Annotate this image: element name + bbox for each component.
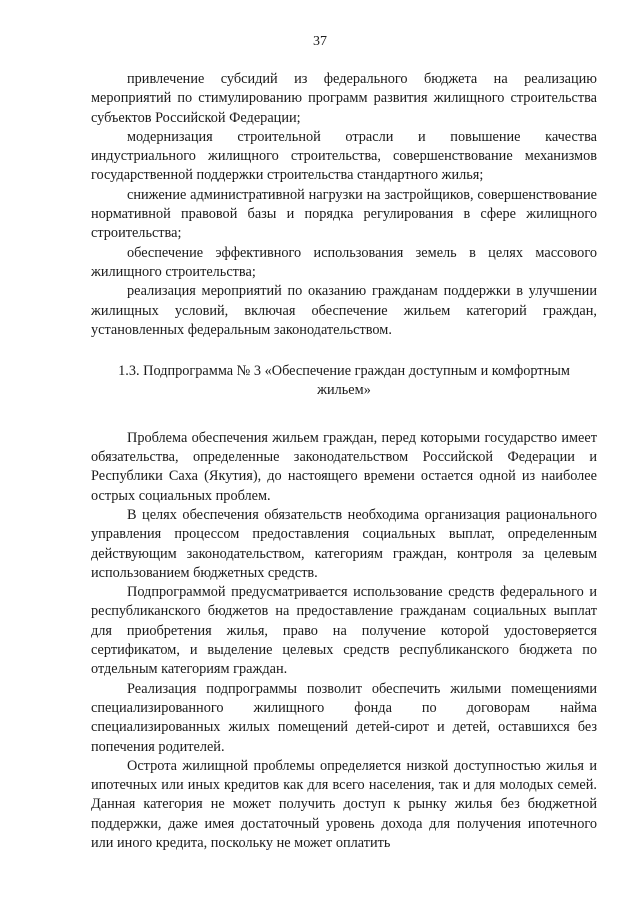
list-item: снижение административной нагрузки на застройщиков, совершенствование нормативной правовой базы и порядка регулирования в сфере жилищного строительства; bbox=[91, 186, 597, 242]
paragraph: В целях обеспечения обязательств необходима организация рационального управления процессом предоставления социальных выплат, определенным действующим законодательством, категориям граждан, контроля за целевым использованием бюджетных средств. bbox=[91, 506, 597, 581]
list-item: привлечение субсидий из федерального бюджета на реализацию мероприятий по стимулированию программ развития жилищного строительства субъектов Российской Федерации; bbox=[91, 71, 597, 126]
paragraph: Реализация подпрограммы позволит обеспечить жилыми помещениями специализированного жилищного фонда по договорам найма специализированных жилых помещений детей-сирот и детей, оставшихся без попечения родителей. bbox=[91, 680, 597, 755]
page-number: 37 bbox=[313, 34, 327, 49]
list-item: модернизация строительной отрасли и повышение качества индустриального жилищного строительства, совершенствование механизмов государственной поддержки строительства стандартного жилья; bbox=[91, 128, 597, 184]
paragraph: Проблема обеспечения жильем граждан, перед которыми государство имеет обязательства, определенные законодательством Российской Федерации и Республики Саха (Якутия), до настоящего времени остается одной из наиболее острых социальных проблем. bbox=[91, 429, 597, 504]
section-heading: 1.3. Подпрограмма № 3 «Обеспечение граждан доступным и комфортным жильем» bbox=[118, 363, 570, 399]
list-item: реализация мероприятий по оказанию гражданам поддержки в улучшении жилищных условий, включая обеспечение жильем категорий граждан, установленных федеральным законодательством. bbox=[91, 283, 597, 338]
document-body bbox=[91, 70, 597, 853]
paragraph: Подпрограммой предусматривается использование средств федерального и республиканского бюджетов на предоставление гражданам социальных выплат для приобретения жилья, право на получение которой удостоверяется сертификатом, и выделение целевых средств республиканского бюджета по отдельным категориям граждан. bbox=[91, 584, 597, 678]
list-item: обеспечение эффективного использования земель в целях массового жилищного строительства; bbox=[91, 244, 597, 280]
paragraph: Острота жилищной проблемы определяется низкой доступностью жилья и ипотечных или иных кредитов как для всего населения, так и для молодых семей. Данная категория не может получить доступ к рынку жилья без бюджетной поддержки, даже имея достаточный уровень дохода для получения ипотечного или иного кредита, поскольку не может оплатить bbox=[91, 757, 597, 851]
